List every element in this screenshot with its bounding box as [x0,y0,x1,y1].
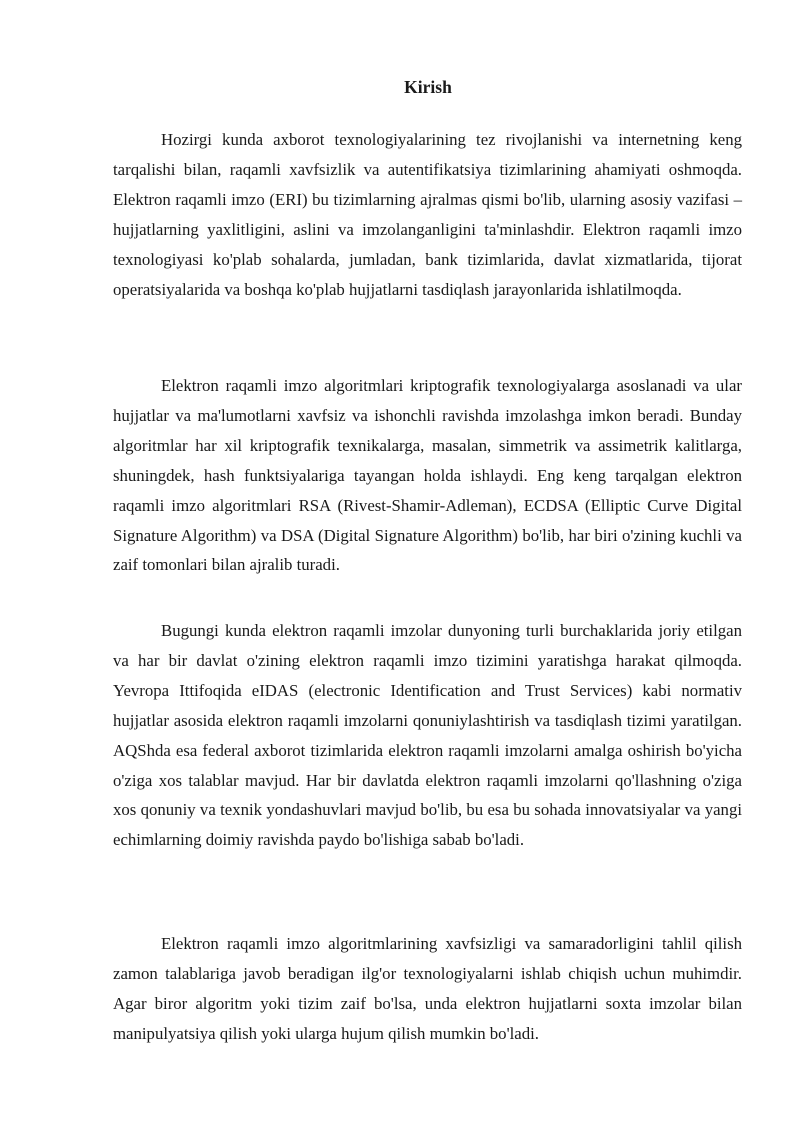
paragraph-4: Elektron raqamli imzo algoritmlarining xavfsizligi va samaradorligini tahlil qilish zamon talablariga javob beradigan ilg'or texnologiyalarni ishlab chiqish uchun muhimdir. Agar biror algoritm yoki tizim zaif bo'lsa, unda elektron hujjatlarni soxta imzolar bilan manipulyatsiya qilish yoki ularga hujum qilish mumkin bo'ladi. [113,934,742,1043]
paragraph-3: Bugungi kunda elektron raqamli imzolar dunyoning turli burchaklarida joriy etilgan va har bir davlat o'zining elektron raqamli imzo tizimini yaratishga harakat qilmoqda. Yevropa Ittifoqida eIDAS (electronic Identification and Trust Services) kabi normativ hujjatlar asosida elektron raqamli imzolarni qonuniylashtirish va tasdiqlash tizimi yaratilgan. AQShda esa federal axborot tizimlarida elektron raqamli imzolarni amalga oshirish bo'yicha o'ziga xos talablar mavjud. Har bir davlatda elektron raqamli imzolarni qo'llashning o'ziga xos qonuniy va texnik yondashuvlari mavjud bo'lib, bu esa bu sohada innovatsiyalar va yangi echimlarning doimiy ravishda paydo bo'lishiga sabab bo'ladi. [113,621,742,850]
paragraph-2: Elektron raqamli imzo algoritmlari kriptografik texnologiyalarga asoslanadi va ular hujjatlar va ma'lumotlarni xavfsiz va ishonchli ravishda imzolashga imkon beradi. Bunday algoritmlar har xil kriptografik texnikalarga, masalan, simmetrik va assimetrik kalitlarga, shuningdek, hash funktsiyalariga tayangan holda ishlaydi. Eng keng tarqalgan elektron raqamli imzo algoritmlari RSA (Rivest-Shamir-Adleman), ECDSA (Elliptic Curve Digital Signature Algorithm) va DSA (Digital Signature Algorithm) bo'lib, har biri o'zining kuchli va zaif tomonlari bilan ajralib turadi. [113,376,742,575]
paragraph-1: Hozirgi kunda axborot texnologiyalarining tez rivojlanishi va internetning keng tarqalishi bilan, raqamli xavfsizlik va autentifikatsiya tizimlarining ahamiyati oshmoqda. Elektron raqamli imzo (ERI) bu tizimlarning ajralmas qismi bo'lib, ularning asosiy vazifasi – hujjatlarning yaxlitligini, aslini va imzolanganligini ta'minlashdir. Elektron raqamli imzo texnologiyasi ko'plab sohalarda, jumladan, bank tizimlarida, davlat xizmatlarida, tijorat operatsiyalarida va boshqa ko'plab hujjatlarni tasdiqlash jarayonlarida ishlatilmoqda. [113,130,742,299]
page-title: Kirish [404,77,452,97]
